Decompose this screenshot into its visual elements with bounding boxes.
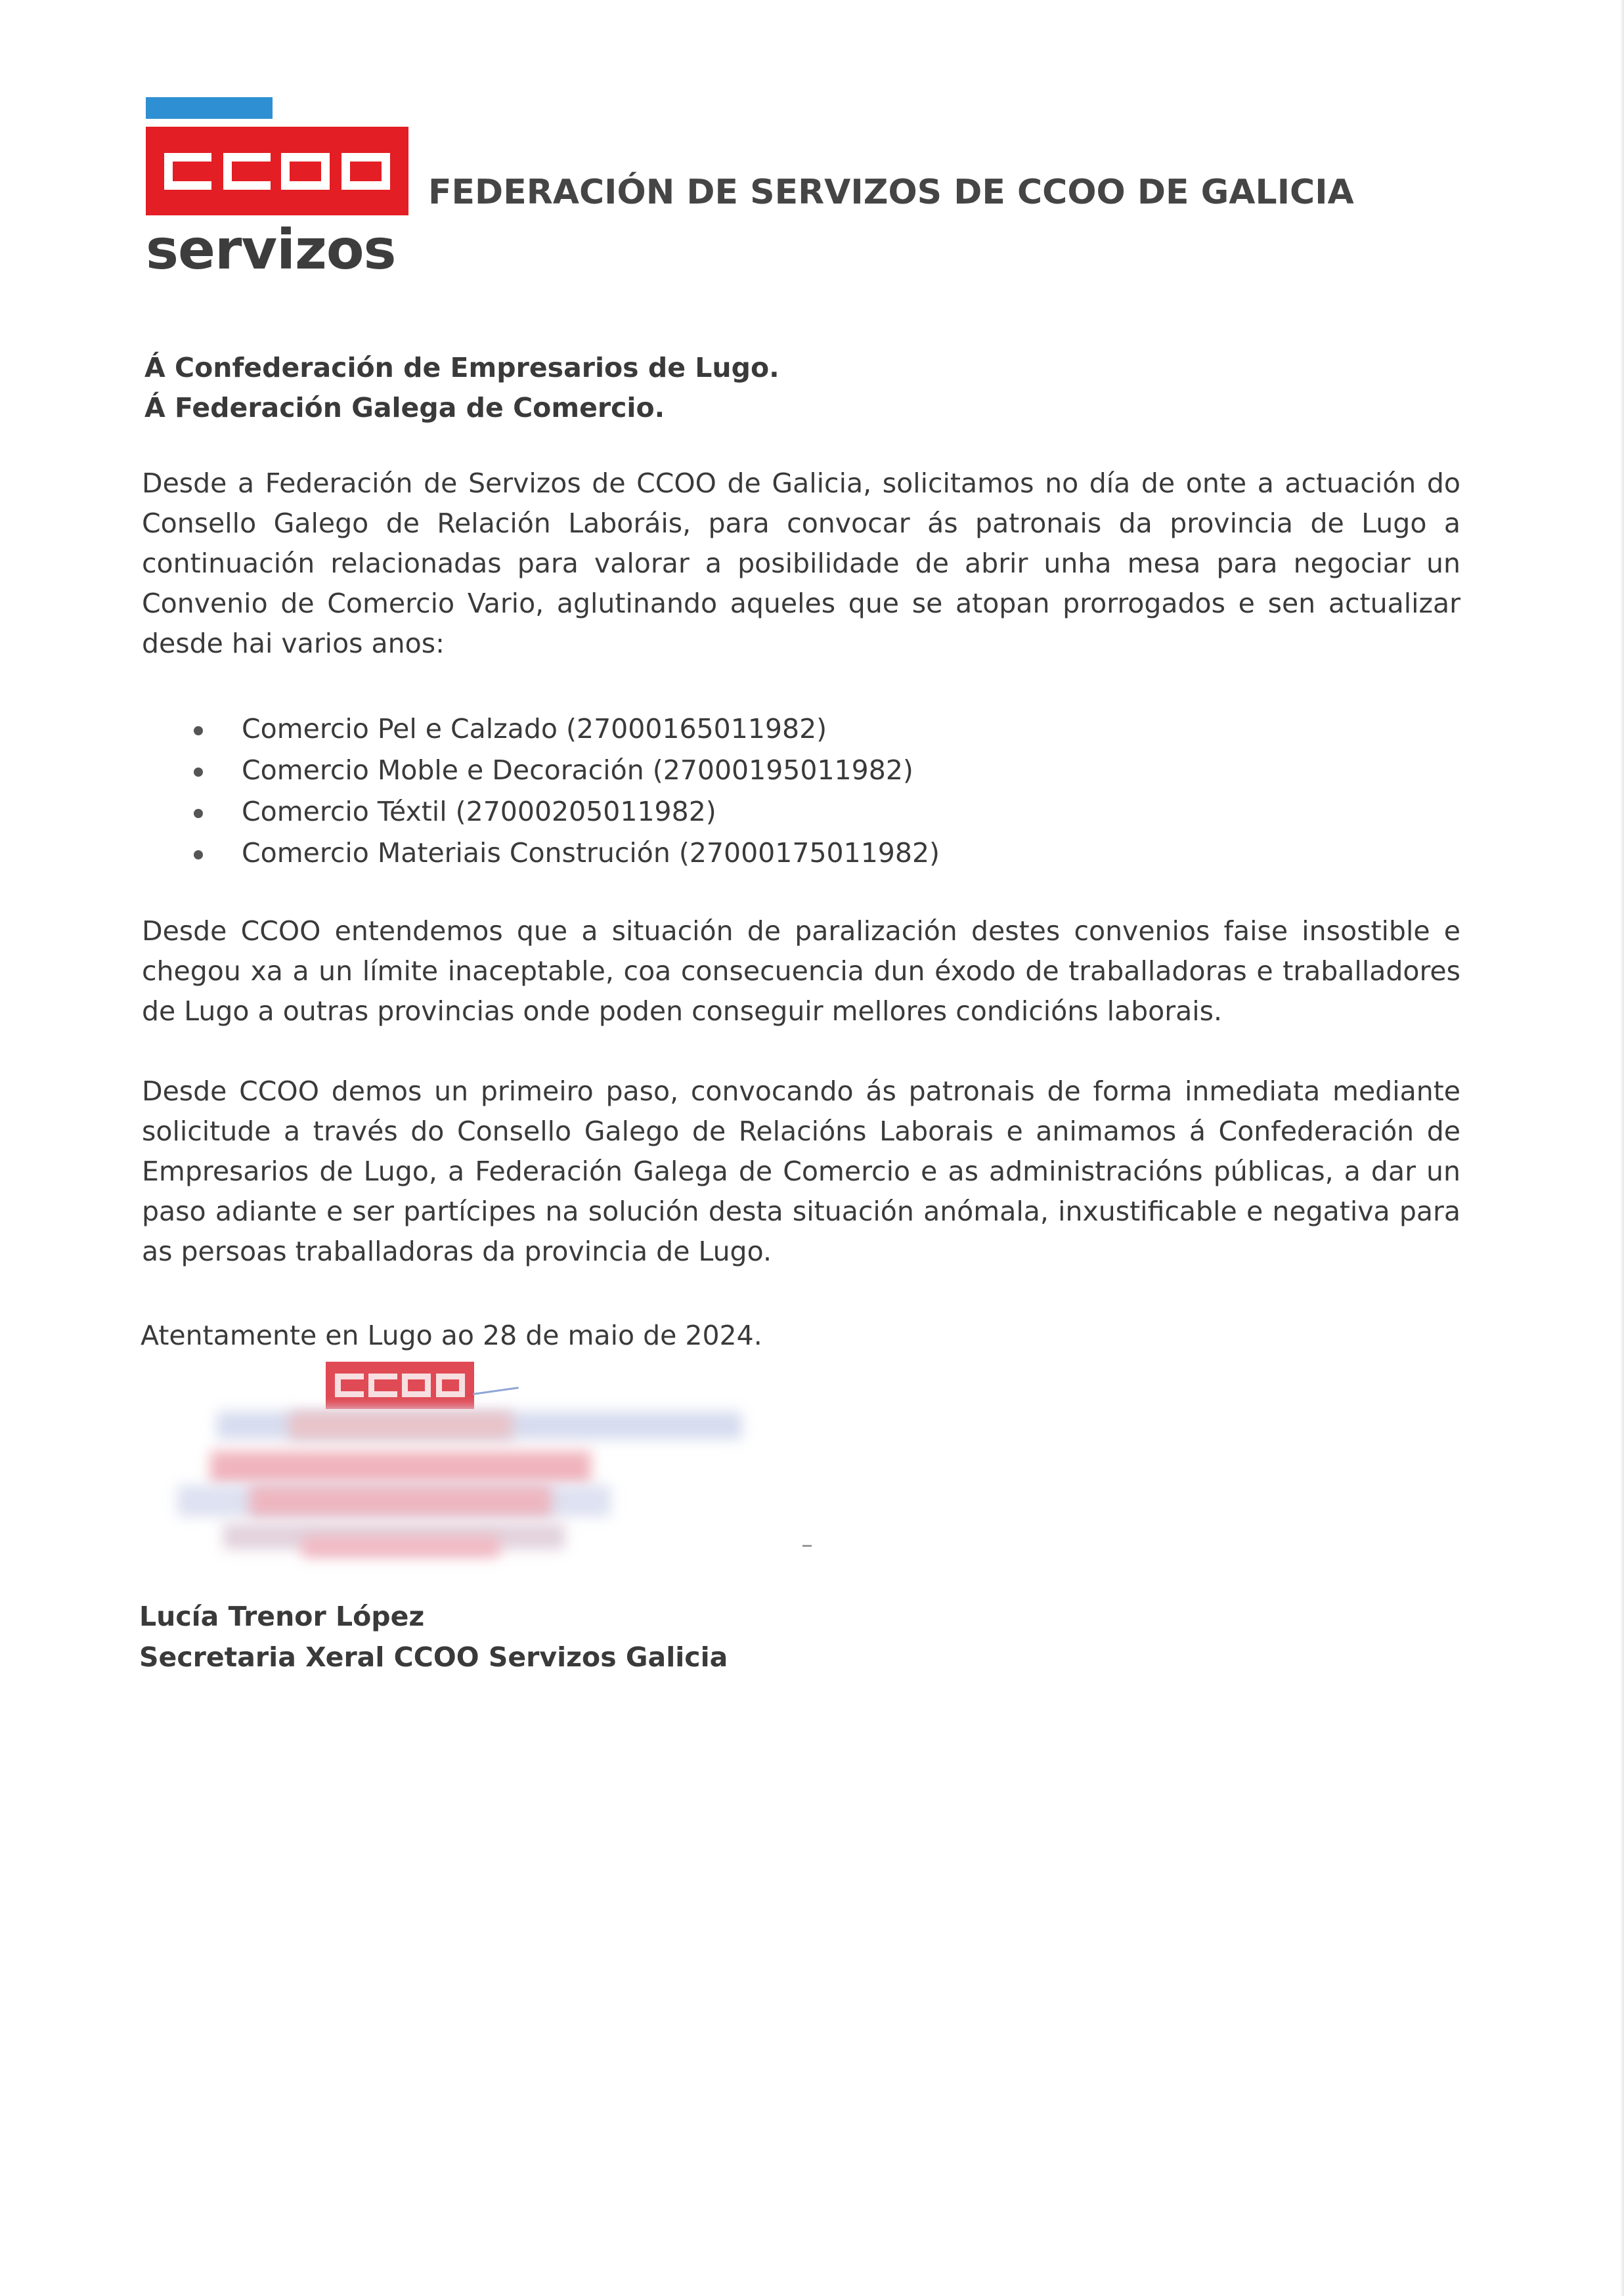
list-item [190,792,940,833]
recipient-line: Á Confederación de Empresarios de Lugo. [144,352,779,383]
list-item-text: Comercio Materiais Construción (27000175011982) [242,837,940,869]
list-item [190,709,940,750]
signer-block [139,1597,728,1678]
paragraph-action: Desde CCOO demos un primeiro paso, convocando ás patronais de forma inmediata mediante solicitude a través do Consello Galego de Relacións Laborais e animamos á Confederación de Empresarios de Lugo, a Federación Galega de Comercio e as administracións públicas, a dar un paso adiante e ser partícipes na solución desta situación anómala, inxustificable e negativa para as persoas traballadoras da provincia de Lugo. [142,1075,1460,1267]
signature-stroke [473,1387,519,1395]
list-item [190,750,940,792]
paragraph-situation: Desde CCOO entendemos que a situación de paralización destes convenios faise insostible e chegou xa a un límite inaceptable, coa consecuencia dun éxodo de traballadoras e traballadores de Lugo a outras provincias onde poden conseguir mellores condicións laborais. [142,915,1460,1027]
list-item [190,833,940,875]
closing-line: Atentamente en Lugo ao 28 de maio de 2024. [141,1320,762,1351]
signer-name: Lucía Trenor López [139,1601,425,1632]
bullet-dot-icon [194,850,203,859]
letterhead-title: FEDERACIÓN DE SERVIZOS DE CCOO DE GALICIA [428,173,1354,212]
list-item-text: Comercio Téxtil (27000205011982) [242,796,716,827]
ccoo-servizos-logo [146,97,408,282]
paragraph-intro: Desde a Federación de Servizos de CCOO de Galicia, solicitamos no día de onte a actuación do Consello Galego de Relación Laboráis, para convocar ás patronais da provincia de Lugo a continuación relacionadas para valorar a posibilidade de abrir unha mesa para negociar un Convenio de Comercio Vario, aglutinando aqueles que se atopan prorrogados e sen actualizar desde hai varios anos: [142,467,1460,659]
redacted-signature [210,1451,591,1484]
scan-speck [802,1545,812,1547]
logo-blue-bar [146,97,273,119]
signer-title: Secretaria Xeral CCOO Servizos Galicia [139,1641,728,1673]
redacted-signature [250,1485,552,1517]
recipient-line: Á Federación Galega de Comercio. [144,392,665,423]
ccoo-stamp [326,1362,474,1409]
logo-subtitle: servizos [146,217,396,282]
agreements-list [190,709,940,875]
bullet-dot-icon [194,726,203,735]
logo-red-block [146,127,408,215]
stamp-letter-c1 [335,1374,364,1397]
bullet-dot-icon [194,768,203,777]
logo-letter-o1 [281,153,330,190]
redacted-signature [289,1412,512,1439]
redacted-signature [302,1536,499,1557]
stamp-letter-o1 [402,1374,431,1397]
stamp-letter-c2 [368,1374,397,1397]
list-item-text: Comercio Pel e Calzado (27000165011982) [242,713,827,745]
recipients [144,348,1458,428]
stamp-letter-o2 [436,1374,465,1397]
list-item-text: Comercio Moble e Decoración (27000195011982) [242,754,913,786]
bullet-dot-icon [194,809,203,818]
logo-letter-c2 [223,153,271,190]
logo-letter-c1 [164,153,211,190]
logo-letter-o2 [341,153,390,190]
page-edge [1620,0,1624,2296]
